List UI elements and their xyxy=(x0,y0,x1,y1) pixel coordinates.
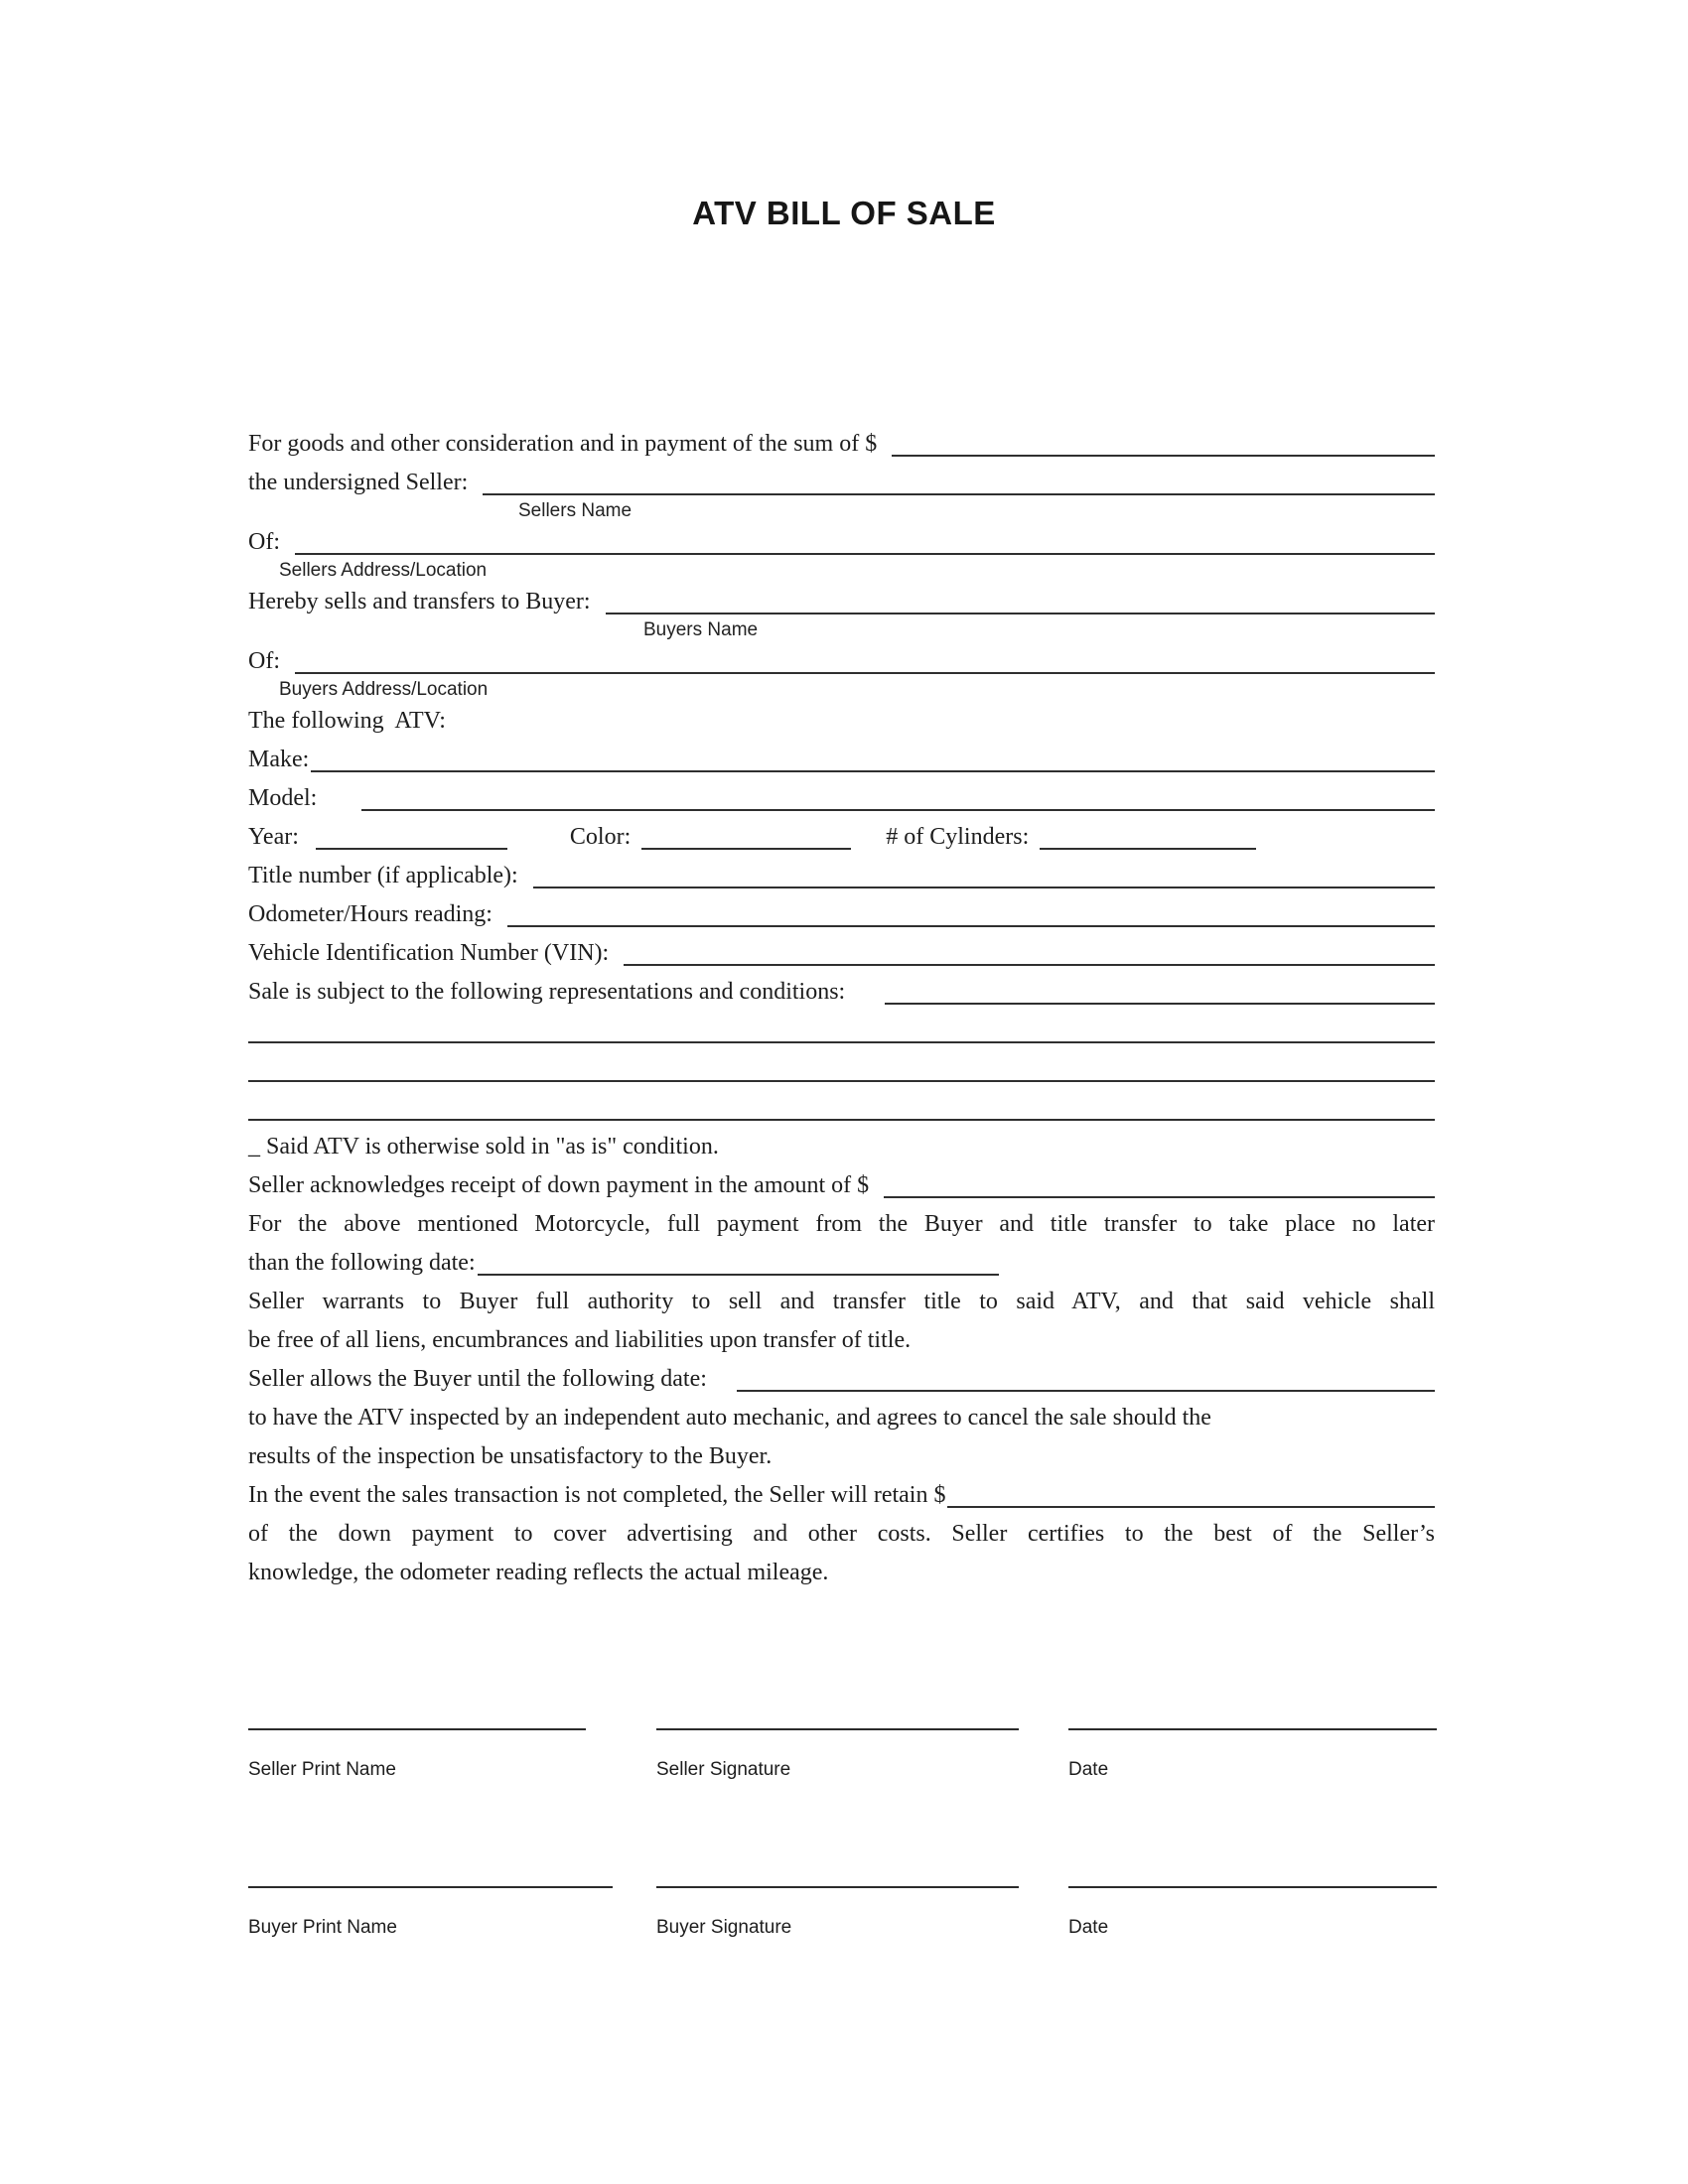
line-warrant-1 xyxy=(248,1283,1435,1321)
field-line-year-color-cylinders xyxy=(248,818,1435,857)
retain-text-1: In the event the sales transaction is not completed, the Seller will retain $ xyxy=(248,1482,946,1508)
sellers-name-hint: Sellers Name xyxy=(518,500,633,521)
full-payment-date-blank xyxy=(478,1244,999,1276)
cylinders-blank xyxy=(1040,818,1256,850)
field-line-full-payment-date xyxy=(248,1244,1435,1283)
color-blank xyxy=(641,818,851,850)
spacer xyxy=(317,779,361,818)
conditions-blank xyxy=(885,973,1435,1005)
spacer xyxy=(631,818,641,857)
spacer xyxy=(518,857,533,895)
color-label: Color: xyxy=(569,824,632,850)
field-line-buyer-name xyxy=(248,583,1435,621)
hint-row xyxy=(248,621,1435,642)
title-number-blank xyxy=(533,857,1435,888)
seller-name-blank xyxy=(483,464,1435,495)
spacer xyxy=(707,1360,737,1399)
retain-amount-blank xyxy=(947,1476,1435,1508)
conditions-blank-line-2 xyxy=(248,1050,1435,1082)
field-line-inspection-date xyxy=(248,1360,1435,1399)
buyers-name-hint: Buyers Name xyxy=(643,619,759,640)
conditions-blank-line-1 xyxy=(248,1012,1435,1043)
buyer-signature-line xyxy=(656,1886,1019,1888)
field-line-make xyxy=(248,741,1435,779)
seller-date-label: Date xyxy=(1068,1759,1109,1780)
seller-print-name-field xyxy=(248,1728,586,1789)
buyer-signature-label: Buyer Signature xyxy=(656,1917,792,1938)
field-line-sum xyxy=(248,425,1435,464)
retain-text-2: of the down payment to cover advertising and other costs. Seller certifies to the best of the Seller’s xyxy=(248,1521,1435,1547)
document-title: ATV BILL OF SALE xyxy=(692,195,996,231)
field-line-title-number xyxy=(248,857,1435,895)
make-label: Make: xyxy=(248,747,310,772)
spacer xyxy=(845,973,885,1012)
seller-print-name-label: Seller Print Name xyxy=(248,1759,396,1780)
seller-name-label: the undersigned Seller: xyxy=(248,470,469,495)
hint-row xyxy=(248,681,1435,702)
line-following-atv xyxy=(248,702,1435,741)
year-label: Year: xyxy=(248,824,299,850)
seller-address-label: Of: xyxy=(248,529,280,555)
hint-row xyxy=(248,562,1435,583)
model-blank xyxy=(361,779,1435,811)
cylinders-label: # of Cylinders: xyxy=(886,824,1030,850)
inspection-text-1: Seller allows the Buyer until the following date: xyxy=(248,1366,707,1392)
line-inspection-2 xyxy=(248,1399,1435,1437)
buyer-date-line xyxy=(1068,1886,1437,1888)
seller-signature-line xyxy=(656,1728,1019,1730)
field-line-retain xyxy=(248,1476,1435,1515)
conditions-extra-line xyxy=(248,1089,1435,1128)
buyer-date-field xyxy=(1068,1886,1437,1947)
down-payment-blank xyxy=(884,1166,1435,1198)
field-line-model xyxy=(248,779,1435,818)
buyer-signature-field xyxy=(656,1886,1019,1947)
year-blank xyxy=(316,818,507,850)
sum-label: For goods and other consideration and in payment of the sum of $ xyxy=(248,431,878,457)
full-payment-text-2: than the following date: xyxy=(248,1250,476,1276)
inspection-text-3: results of the inspection be unsatisfactory to the Buyer. xyxy=(248,1443,773,1469)
field-line-vin xyxy=(248,934,1435,973)
vin-blank xyxy=(624,934,1435,966)
line-as-is xyxy=(248,1128,1435,1166)
make-blank xyxy=(311,741,1435,772)
spacer xyxy=(280,523,295,562)
model-label: Model: xyxy=(248,785,318,811)
vin-label: Vehicle Identification Number (VIN): xyxy=(248,940,610,966)
down-payment-text: Seller acknowledges receipt of down payment in the amount of $ xyxy=(248,1172,870,1198)
buyer-print-name-label: Buyer Print Name xyxy=(248,1917,397,1938)
line-retain-3 xyxy=(248,1554,1435,1592)
seller-print-name-line xyxy=(248,1728,586,1730)
spacer xyxy=(591,583,606,621)
warrant-text-2: be free of all liens, encumbrances and liabilities upon transfer of title. xyxy=(248,1327,912,1353)
warrant-text-1: Seller warrants to Buyer full authority to sell and transfer title to said ATV, and that said vehicle shall xyxy=(248,1289,1435,1314)
field-line-odometer xyxy=(248,895,1435,934)
conditions-label: Sale is subject to the following representations and conditions: xyxy=(248,979,846,1005)
field-line-seller-name xyxy=(248,464,1435,502)
spacer xyxy=(507,818,570,857)
line-retain-2 xyxy=(248,1515,1435,1554)
spacer xyxy=(492,895,507,934)
spacer xyxy=(299,818,316,857)
buyer-address-blank xyxy=(295,642,1435,674)
seller-signature-row xyxy=(248,1728,1435,1789)
full-payment-text-1: For the above mentioned Motorcycle, full payment from the Buyer and title transfer to take place no later xyxy=(248,1211,1435,1237)
seller-address-blank xyxy=(295,523,1435,555)
spacer xyxy=(869,1166,884,1205)
sum-blank xyxy=(892,425,1435,457)
seller-signature-field xyxy=(656,1728,1019,1789)
field-line-buyer-address xyxy=(248,642,1435,681)
line-warrant-2 xyxy=(248,1321,1435,1360)
seller-date-field xyxy=(1068,1728,1437,1789)
retain-text-3: knowledge, the odometer reading reflects the actual mileage. xyxy=(248,1560,829,1585)
buyer-name-blank xyxy=(606,583,1435,614)
hint-row xyxy=(248,502,1435,523)
inspection-date-blank xyxy=(737,1360,1435,1392)
field-line-down-payment xyxy=(248,1166,1435,1205)
field-line-conditions xyxy=(248,973,1435,1012)
line-inspection-3 xyxy=(248,1437,1435,1476)
spacer xyxy=(851,818,886,857)
buyers-address-hint: Buyers Address/Location xyxy=(279,679,489,700)
odometer-blank xyxy=(507,895,1435,927)
title-number-label: Title number (if applicable): xyxy=(248,863,518,888)
line-full-payment-1 xyxy=(248,1205,1435,1244)
spacer xyxy=(609,934,624,973)
as-is-text: _ Said ATV is otherwise sold in "as is" condition. xyxy=(248,1134,719,1160)
spacer xyxy=(468,464,483,502)
buyer-print-name-field xyxy=(248,1886,613,1947)
buyer-date-label: Date xyxy=(1068,1917,1109,1938)
odometer-label: Odometer/Hours reading: xyxy=(248,901,492,927)
seller-signature-label: Seller Signature xyxy=(656,1759,791,1780)
inspection-text-2: to have the ATV inspected by an independent auto mechanic, and agrees to cancel the sale should the xyxy=(248,1405,1211,1431)
conditions-blank-line-3 xyxy=(248,1089,1435,1121)
spacer xyxy=(1029,818,1040,857)
following-atv-label: The following ATV: xyxy=(248,708,446,734)
conditions-extra-line xyxy=(248,1012,1435,1050)
field-line-seller-address xyxy=(248,523,1435,562)
sellers-address-hint: Sellers Address/Location xyxy=(279,560,488,581)
spacer xyxy=(877,425,892,464)
conditions-extra-line xyxy=(248,1050,1435,1089)
document-body xyxy=(248,425,1435,1947)
buyer-name-label: Hereby sells and transfers to Buyer: xyxy=(248,589,591,614)
buyer-print-name-line xyxy=(248,1886,613,1888)
buyer-address-label: Of: xyxy=(248,648,280,674)
seller-date-line xyxy=(1068,1728,1437,1730)
buyer-signature-row xyxy=(248,1886,1435,1947)
spacer xyxy=(280,642,295,681)
